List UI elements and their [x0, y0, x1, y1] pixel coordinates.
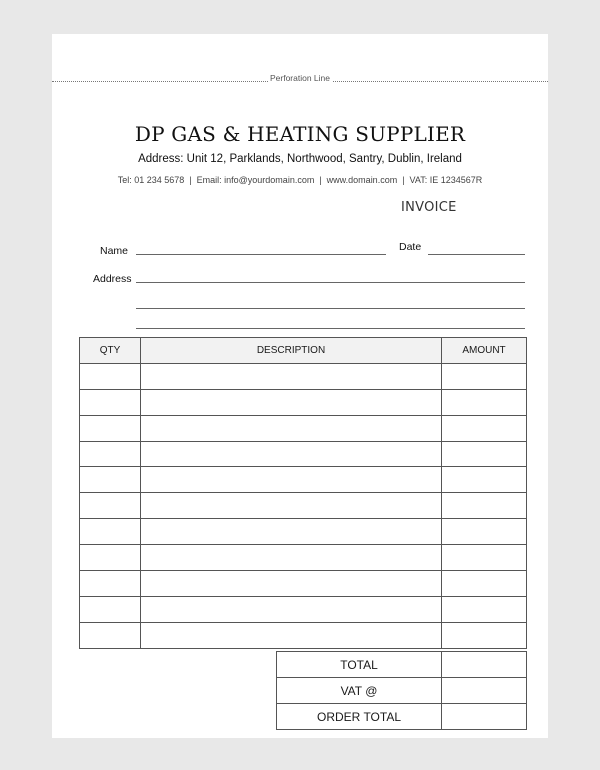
amount-cell[interactable]: [442, 571, 527, 597]
qty-cell[interactable]: [80, 571, 141, 597]
perforation-label-wrap: [52, 73, 548, 83]
date-label: Date: [399, 241, 422, 253]
amount-cell[interactable]: [442, 467, 527, 493]
item-row: [80, 363, 527, 389]
amount-cell[interactable]: [442, 519, 527, 545]
amount-cell[interactable]: [442, 622, 527, 648]
amount-cell[interactable]: [442, 389, 527, 415]
qty-cell[interactable]: [80, 441, 141, 467]
description-cell[interactable]: [141, 519, 442, 545]
address-field-line-2[interactable]: [136, 308, 525, 309]
amount-cell[interactable]: [442, 493, 527, 519]
total-label: TOTAL: [277, 652, 442, 678]
order-total-value-cell[interactable]: [442, 704, 527, 730]
contact-separator: |: [319, 175, 322, 185]
qty-cell[interactable]: [80, 596, 141, 622]
invoice-sheet: [52, 34, 548, 738]
amount-header: AMOUNT: [442, 338, 527, 364]
item-row: [80, 493, 527, 519]
contact-separator: |: [402, 175, 405, 185]
date-field-line[interactable]: [428, 254, 525, 255]
description-cell[interactable]: [141, 545, 442, 571]
contact-separator: |: [189, 175, 192, 185]
order-total-row: [277, 704, 527, 730]
item-row: [80, 389, 527, 415]
description-cell[interactable]: [141, 467, 442, 493]
qty-cell[interactable]: [80, 363, 141, 389]
description-cell[interactable]: [141, 596, 442, 622]
name-field-line[interactable]: [136, 254, 386, 255]
total-value-cell[interactable]: [442, 652, 527, 678]
amount-cell[interactable]: [442, 596, 527, 622]
item-row: [80, 415, 527, 441]
item-row: [80, 519, 527, 545]
amount-cell[interactable]: [442, 545, 527, 571]
amount-cell[interactable]: [442, 363, 527, 389]
contact-tel: Tel: 01 234 5678: [117, 175, 185, 185]
qty-header: QTY: [80, 338, 141, 364]
document-title: INVOICE: [401, 200, 457, 215]
contact-web: www.domain.com: [326, 175, 398, 185]
items-table: [79, 337, 527, 649]
qty-cell[interactable]: [80, 519, 141, 545]
company-name: DP GAS & HEATING SUPPLIER: [134, 122, 466, 146]
item-row: [80, 622, 527, 648]
description-cell[interactable]: [141, 415, 442, 441]
qty-cell[interactable]: [80, 415, 141, 441]
amount-cell[interactable]: [442, 441, 527, 467]
name-label: Name: [100, 245, 129, 257]
contact-line: [52, 175, 548, 185]
address-field-line-3[interactable]: [136, 328, 525, 329]
description-cell[interactable]: [141, 441, 442, 467]
items-header-row: [80, 338, 527, 364]
description-cell[interactable]: [141, 363, 442, 389]
item-row: [80, 467, 527, 493]
description-cell[interactable]: [141, 493, 442, 519]
company-address: Address: Unit 12, Parklands, Northwood, Santry, Dublin, Ireland: [138, 153, 462, 165]
vat-row: [277, 678, 527, 704]
perforation-label: Perforation Line: [269, 73, 330, 83]
total-row: [277, 652, 527, 678]
description-cell[interactable]: [141, 389, 442, 415]
totals-table: [276, 651, 527, 730]
qty-cell[interactable]: [80, 545, 141, 571]
description-cell[interactable]: [141, 622, 442, 648]
address-label: Address: [93, 273, 132, 285]
order-total-label: ORDER TOTAL: [277, 704, 442, 730]
qty-cell[interactable]: [80, 622, 141, 648]
item-row: [80, 571, 527, 597]
qty-cell[interactable]: [80, 389, 141, 415]
amount-cell[interactable]: [442, 415, 527, 441]
qty-cell[interactable]: [80, 493, 141, 519]
qty-cell[interactable]: [80, 467, 141, 493]
description-header: DESCRIPTION: [141, 338, 442, 364]
item-row: [80, 596, 527, 622]
vat-value-cell[interactable]: [442, 678, 527, 704]
address-field-line-1[interactable]: [136, 282, 525, 283]
item-row: [80, 441, 527, 467]
vat-label: VAT @: [277, 678, 442, 704]
item-row: [80, 545, 527, 571]
description-cell[interactable]: [141, 571, 442, 597]
contact-vat: VAT: IE 1234567R: [409, 175, 483, 185]
contact-email: Email: info@yourdomain.com: [196, 175, 315, 185]
